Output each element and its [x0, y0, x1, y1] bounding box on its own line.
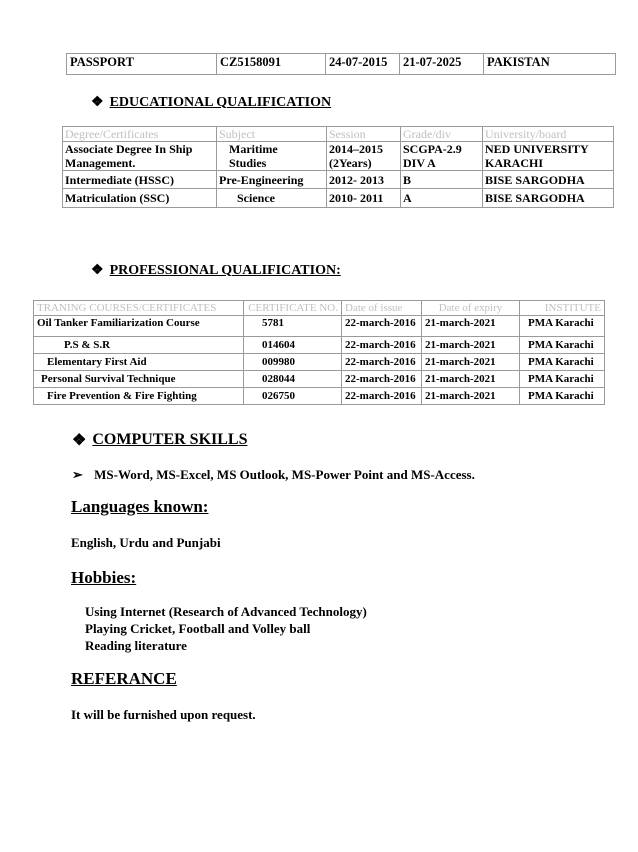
table-cell: BISE SARGODHA: [483, 189, 614, 208]
computer-skills-heading-text: COMPUTER SKILLS: [92, 431, 248, 448]
list-item: Playing Cricket, Football and Volley ball: [85, 621, 311, 636]
table-row: [34, 388, 605, 405]
passport-number: CZ5158091: [217, 54, 326, 75]
list-item: Reading literature: [85, 638, 187, 653]
diamond-bullet-icon: ❖: [72, 432, 87, 449]
table-cell: BISE SARGODHA: [483, 171, 614, 189]
professional-table: [33, 300, 605, 405]
table-cell: 2012- 2013: [327, 171, 401, 189]
col-header: Date of issue: [342, 301, 422, 316]
languages-text: English, Urdu and Punjabi: [71, 535, 221, 550]
table-row: [63, 189, 614, 208]
table-cell: Intermediate (HSSC): [63, 171, 217, 189]
computer-skills-heading: [72, 430, 247, 450]
table-row: [34, 337, 605, 354]
table-cell: 22-march-2016: [342, 316, 422, 337]
table-header-row: [63, 127, 614, 142]
col-header: University/board: [483, 127, 614, 142]
reference-text: It will be furnished upon request.: [71, 707, 256, 722]
diamond-bullet-icon: ❖: [91, 95, 104, 110]
table-cell: 22-march-2016: [342, 354, 422, 371]
table-cell: PMA Karachi: [520, 316, 605, 337]
computer-skills-text: MS-Word, MS-Excel, MS Outlook, MS-Power Point and MS-Access.: [94, 467, 475, 482]
table-cell: Oil Tanker Familiarization Course: [34, 316, 244, 337]
table-cell: SCGPA-2.9 DIV A: [401, 142, 483, 171]
table-cell: 026750: [244, 388, 342, 405]
table-cell: A: [401, 189, 483, 208]
list-item: Using Internet (Research of Advanced Technology): [85, 604, 367, 619]
table-cell: 2014–2015 (2Years): [327, 142, 401, 171]
professional-heading-text: PROFESSIONAL QUALIFICATION:: [109, 262, 341, 278]
table-cell: 22-march-2016: [342, 371, 422, 388]
table-row: [63, 171, 614, 189]
diamond-bullet-icon: ❖: [91, 263, 104, 278]
table-cell: Science: [217, 189, 327, 208]
table-cell: 028044: [244, 371, 342, 388]
professional-heading: [91, 262, 341, 279]
education-heading: [91, 94, 331, 111]
table-row: [34, 371, 605, 388]
table-cell: 22-march-2016: [342, 388, 422, 405]
table-cell: 21-march-2021: [422, 354, 520, 371]
table-cell: Personal Survival Technique: [34, 371, 244, 388]
table-cell: Elementary First Aid: [34, 354, 244, 371]
table-row: [34, 316, 605, 337]
col-header: Session: [327, 127, 401, 142]
col-header: Grade/div: [401, 127, 483, 142]
table-cell: Pre-Engineering: [217, 171, 327, 189]
passport-table: [66, 53, 616, 75]
table-cell: 21-march-2021: [422, 337, 520, 354]
col-header: CERTIFICATE NO.: [244, 301, 342, 316]
hobbies-list: [85, 603, 367, 654]
table-cell: PMA Karachi: [520, 388, 605, 405]
education-heading-text: EDUCATIONAL QUALIFICATION: [109, 94, 332, 110]
passport-country: PAKISTAN: [484, 54, 616, 75]
table-cell: P.S & S.R: [34, 337, 244, 354]
arrow-bullet-icon: ➢: [72, 467, 83, 482]
table-cell: PMA Karachi: [520, 371, 605, 388]
table-cell: 009980: [244, 354, 342, 371]
table-cell: 22-march-2016: [342, 337, 422, 354]
table-cell: 5781: [244, 316, 342, 337]
computer-skills-item: [72, 467, 475, 483]
table-cell: 2010- 2011: [327, 189, 401, 208]
table-row: [67, 54, 616, 75]
table-cell: PMA Karachi: [520, 354, 605, 371]
table-cell: B: [401, 171, 483, 189]
col-header: Degree/Certificates: [63, 127, 217, 142]
table-cell: Matriculation (SSC): [63, 189, 217, 208]
table-header-row: [34, 301, 605, 316]
table-cell: Maritime Studies: [217, 142, 327, 171]
col-header: INSTITUTE: [520, 301, 605, 316]
passport-expiry-date: 21-07-2025: [400, 54, 484, 75]
col-header: Date of expiry: [422, 301, 520, 316]
col-header: TRANING COURSES/CERTIFICATES: [34, 301, 244, 316]
table-cell: PMA Karachi: [520, 337, 605, 354]
table-row: [63, 142, 614, 171]
col-header: Subject: [217, 127, 327, 142]
passport-issue-date: 24-07-2015: [326, 54, 400, 75]
table-cell: 21-march-2021: [422, 371, 520, 388]
reference-heading: REFERANCE: [71, 669, 177, 688]
languages-heading: Languages known:: [71, 497, 209, 516]
table-cell: 014604: [244, 337, 342, 354]
education-table: [62, 126, 614, 208]
table-cell: 21-march-2021: [422, 388, 520, 405]
table-cell: Associate Degree In Ship Management.: [63, 142, 217, 171]
table-cell: NED UNIVERSITY KARACHI: [483, 142, 614, 171]
table-cell: Fire Prevention & Fire Fighting: [34, 388, 244, 405]
passport-label: PASSPORT: [67, 54, 217, 75]
hobbies-heading: Hobbies:: [71, 568, 137, 587]
table-row: [34, 354, 605, 371]
table-cell: 21-march-2021: [422, 316, 520, 337]
